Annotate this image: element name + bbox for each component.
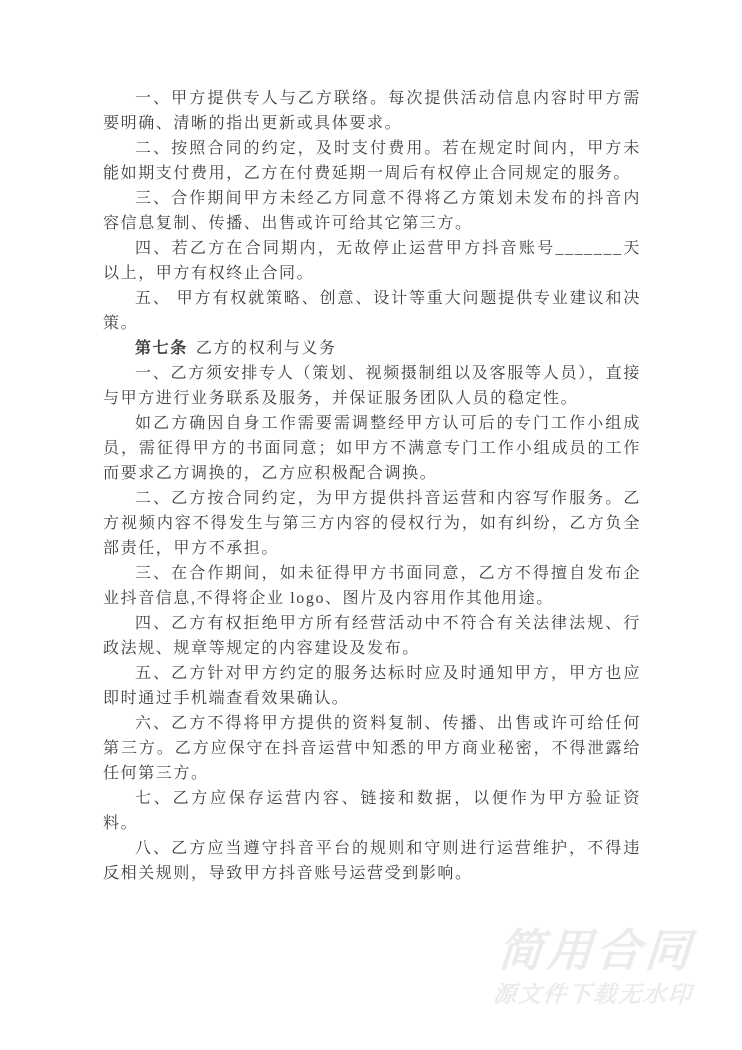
contract-clause: 一、甲方提供专人与乙方联络。每次提供活动信息内容时甲方需要明确、清晰的指出更新或具体要求。 bbox=[103, 90, 641, 132]
contract-clause-with-blank: 四、若乙方在合同期内，无故停止运营甲方抖音账号_______天以上，甲方有权终止合同。 bbox=[103, 240, 641, 282]
contract-clause: 如乙方确因自身工作需要需调整经甲方认可后的专门工作小组成员，需征得甲方的书面同意；如甲方不满意专门工作小组成员的工作而要求乙方调换的，乙方应积极配合调换。 bbox=[103, 415, 641, 482]
contract-clause: 三、在合作期间，如未征得甲方书面同意，乙方不得擅自发布企业抖音信息,不得将企业 logo、图片及内容用作其他用途。 bbox=[103, 565, 641, 607]
section-number: 第七条 bbox=[135, 340, 188, 357]
section-heading bbox=[103, 336, 641, 361]
contract-clause: 三、合作期间甲方未经乙方同意不得将乙方策划未发布的抖音内容信息复制、传播、出售或许可给其它第三方。 bbox=[103, 190, 641, 232]
contract-clause: 五、乙方针对甲方约定的服务达标时应及时通知甲方，甲方也应即时通过手机端查看效果确认。 bbox=[103, 665, 641, 707]
contract-clause: 五、 甲方有权就策略、创意、设计等重大问题提供专业建议和决策。 bbox=[103, 290, 641, 332]
contract-clause: 四、乙方有权拒绝甲方所有经营活动中不符合有关法律法规、行政法规、规章等规定的内容建设及发布。 bbox=[103, 615, 641, 657]
contract-clause: 六、乙方不得将甲方提供的资料复制、传播、出售或许可给任何第三方。乙方应保守在抖音运营中知悉的甲方商业秘密，不得泄露给任何第三方。 bbox=[103, 715, 641, 782]
contract-clause: 二、乙方按合同约定，为甲方提供抖音运营和内容写作服务。乙方视频内容不得发生与第三方内容的侵权行为，如有纠纷，乙方负全部责任，甲方不承担。 bbox=[103, 490, 641, 557]
section-title: 乙方的权利与义务 bbox=[195, 340, 337, 357]
watermark-subtitle: 源文件下载无水印 bbox=[492, 981, 695, 1007]
contract-clause: 一、乙方须安排专人（策划、视频摄制组以及客服等人员），直接与甲方进行业务联系及服务，并保证服务团队人员的稳定性。 bbox=[103, 365, 641, 407]
watermark-title: 简用合同 bbox=[496, 925, 696, 976]
contract-clause: 二、按照合同的约定，及时支付费用。若在规定时间内，甲方未能如期支付费用，乙方在付费延期一周后有权停止合同规定的服务。 bbox=[103, 140, 641, 182]
contract-clause: 七、乙方应保存运营内容、链接和数据，以便作为甲方验证资料。 bbox=[103, 790, 641, 832]
contract-clause: 八、乙方应当遵守抖音平台的规则和守则进行运营维护，不得违反相关规则，导致甲方抖音账号运营受到影响。 bbox=[103, 840, 641, 882]
watermark bbox=[492, 925, 697, 1007]
